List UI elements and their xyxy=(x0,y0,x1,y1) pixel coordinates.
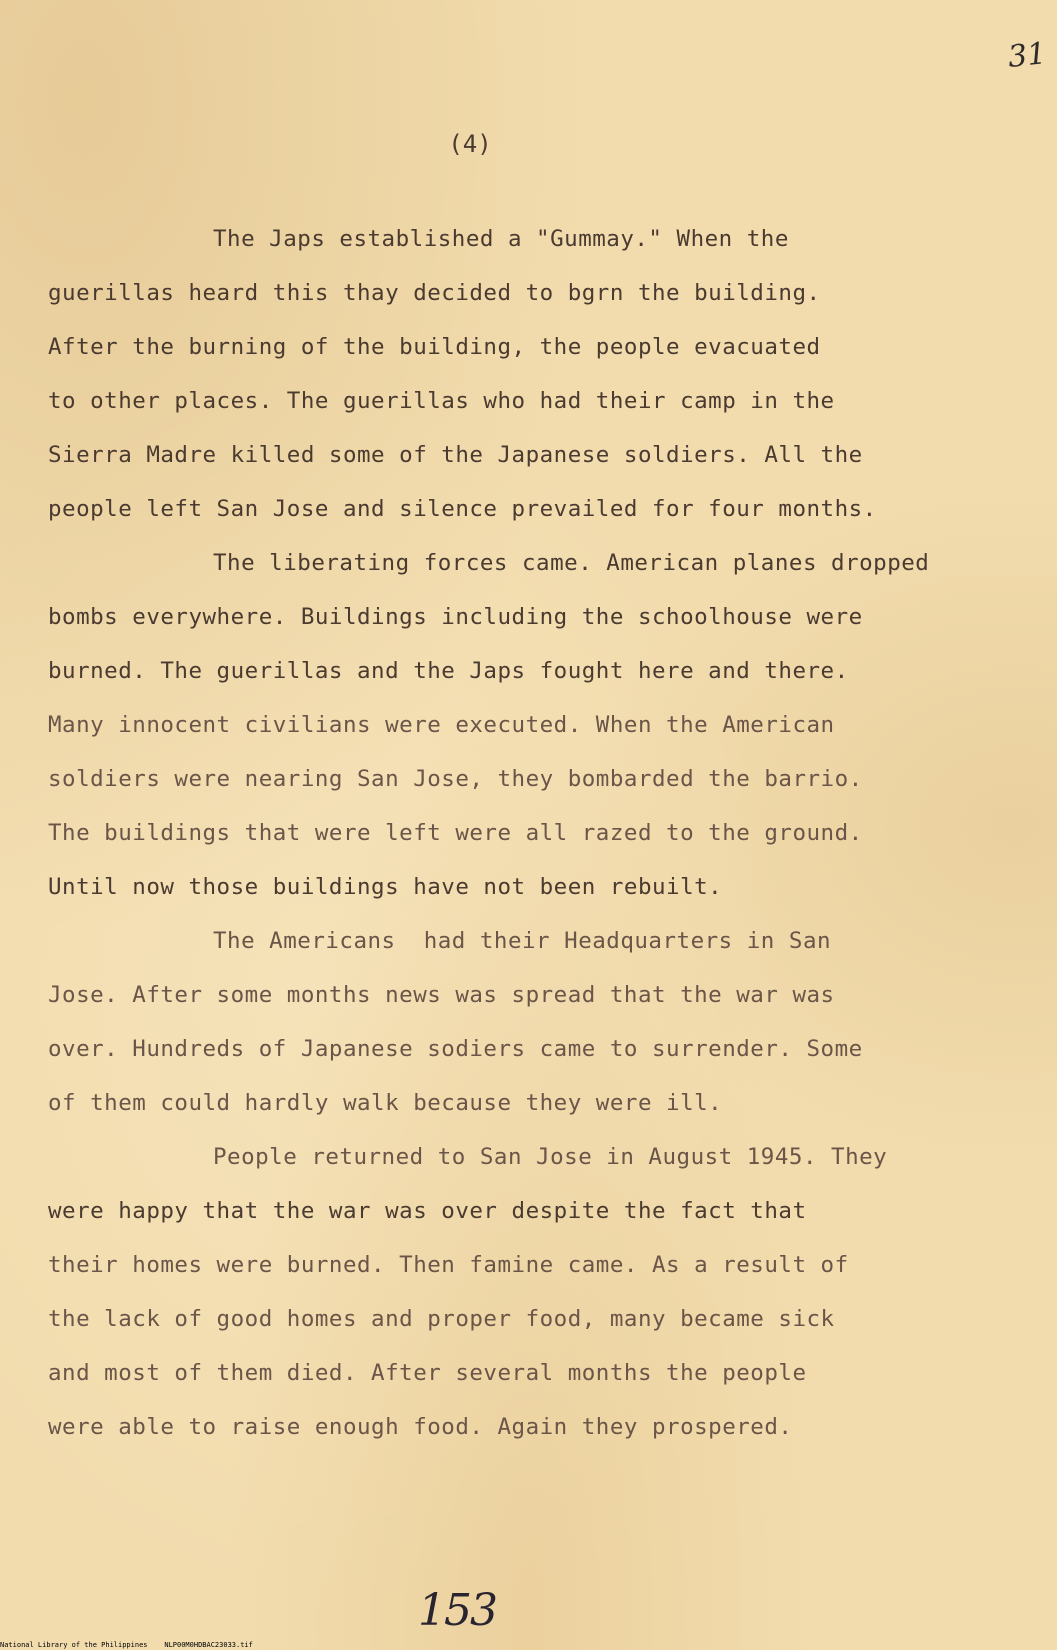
paragraph-1 xyxy=(48,212,1048,536)
text-line: The Japs established a "Gummay." When the xyxy=(213,226,789,252)
footer-caption: National Library of the Philippines NLP00M0HDBAC23033.tif xyxy=(0,1641,253,1649)
text-line: bombs everywhere. Buildings including the schoolhouse were xyxy=(48,604,863,630)
text-line: to other places. The guerillas who had their camp in the xyxy=(48,388,835,414)
text-line: Jose. After some months news was spread that the war was xyxy=(48,982,835,1008)
text-line: of them could hardly walk because they were ill. xyxy=(48,1090,723,1116)
text-line: over. Hundreds of Japanese sodiers came to surrender. Some xyxy=(48,1036,863,1062)
paragraph-3 xyxy=(48,914,1048,1130)
text-line: Many innocent civilians were executed. When the American xyxy=(48,712,835,738)
text-line: Until now those buildings have not been rebuilt. xyxy=(48,874,723,900)
folio-number: 31 xyxy=(1006,36,1048,75)
document-body xyxy=(48,212,1048,1454)
text-line: The buildings that were left were all razed to the ground. xyxy=(48,820,863,846)
paragraph-4 xyxy=(48,1130,1048,1454)
text-line: the lack of good homes and proper food, many became sick xyxy=(48,1306,835,1332)
text-line: After the burning of the building, the people evacuated xyxy=(48,334,821,360)
text-line: burned. The guerillas and the Japs fought here and there. xyxy=(48,658,849,684)
text-line: soldiers were nearing San Jose, they bombarded the barrio. xyxy=(48,766,863,792)
archive-number: 153 xyxy=(418,1585,496,1636)
text-line: guerillas heard this thay decided to bgrn the building. xyxy=(48,280,821,306)
page-number: (4) xyxy=(448,130,492,158)
text-line: People returned to San Jose in August 1945. They xyxy=(213,1144,888,1170)
text-line: and most of them died. After several months the people xyxy=(48,1360,807,1386)
text-line: The Americans had their Headquarters in San xyxy=(213,928,832,954)
text-line: Sierra Madre killed some of the Japanese soldiers. All the xyxy=(48,442,863,468)
paragraph-2 xyxy=(48,536,1048,914)
text-line: people left San Jose and silence prevailed for four months. xyxy=(48,496,877,522)
text-line: were able to raise enough food. Again they prospered. xyxy=(48,1414,793,1440)
text-line: The liberating forces came. American planes dropped xyxy=(213,550,930,576)
text-line: were happy that the war was over despite the fact that xyxy=(48,1198,807,1224)
text-line: their homes were burned. Then famine came. As a result of xyxy=(48,1252,849,1278)
